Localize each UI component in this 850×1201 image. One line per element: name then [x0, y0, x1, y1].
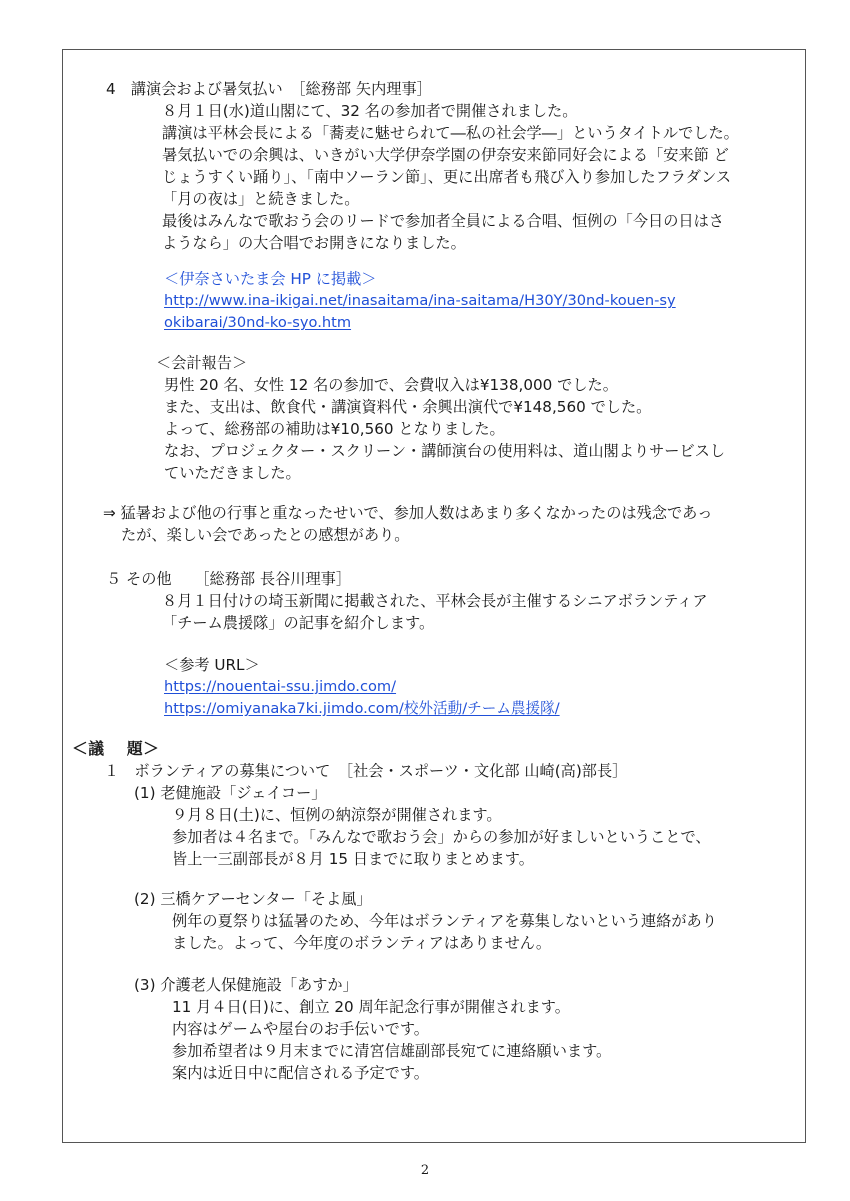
section4-line-6: 最後はみんなで歌おう会のリードで参加者全員による合唱、恒例の「今日の日はさ: [162, 212, 724, 230]
accounting-line-1: 男性 20 名、女性 12 名の参加で、会費収入は¥138,000 でした。: [164, 376, 618, 394]
sub1-line-1: ９月８日(土)に、恒例の納涼祭が開催されます。: [172, 806, 502, 824]
ref-link-2[interactable]: https://omiyanaka7ki.jimdo.com/校外活動/チーム農援隊/: [164, 700, 560, 717]
accounting-line-5: ていただきました。: [164, 464, 301, 482]
section5-line-1: ８月１日付けの埼玉新聞に掲載された、平林会長が主催するシニアボランティア: [162, 592, 708, 610]
section5-line-2: 「チーム農援隊」の記事を紹介します。: [162, 614, 435, 632]
ref-url-label: ＜参考 URL＞: [164, 656, 260, 674]
sub3-line-3: 参加希望者は９月末までに清宮信雄副部長宛てに連絡願います。: [172, 1042, 612, 1060]
accounting-line-2: また、支出は、飲食代・講演資料代・余興出演代で¥148,560 でした。: [164, 398, 652, 416]
section4-heading: 4 講演会および暑気払い ［総務部 矢内理事］: [106, 80, 432, 98]
section4-line-7: ようなら」の大合唱でお開きになりました。: [162, 234, 466, 252]
sub3-line-2: 内容はゲームや屋台のお手伝いです。: [172, 1020, 429, 1038]
hp-link-line1[interactable]: http://www.ina-ikigai.net/inasaitama/ina-saitama/H30Y/30nd-kouen-sy: [164, 292, 676, 309]
comment-line-2: たが、楽しい会であったとの感想があり。: [121, 526, 410, 544]
accounting-line-4: なお、プロジェクター・スクリーン・講師演台の使用料は、道山閣よりサービスし: [164, 442, 726, 460]
accounting-line-3: よって、総務部の補助は¥10,560 となりました。: [164, 420, 505, 438]
section5-heading: ５ その他 ［総務部 長谷川理事］: [106, 570, 352, 588]
sub1-heading: (1) 老健施設「ジェイコー」: [134, 784, 327, 802]
comment-line-1: ⇒ 猛暑および他の行事と重なったせいで、参加人数はあまり多くなかったのは残念であっ: [103, 504, 713, 522]
sub1-line-3: 皆上一三副部長が８月 15 日までに取りまとめます。: [172, 850, 534, 868]
sub2-line-1: 例年の夏祭りは猛暑のため、今年はボランティアを募集しないという連絡があり: [172, 912, 717, 930]
ref-link-1[interactable]: https://nouentai-ssu.jimdo.com/: [164, 678, 397, 695]
hp-link-line2[interactable]: okibarai/30nd-ko-syo.htm: [164, 314, 352, 331]
sub1-line-2: 参加者は４名まで。「みんなで歌おう会」からの参加が好ましいということで、: [172, 828, 711, 846]
section4-line-3: 暑気払いでの余興は、いきがい大学伊奈学園の伊奈安来節同好会による「安来節 ど: [162, 146, 729, 164]
section4-line-5: 「月の夜は」と続きました。: [162, 190, 360, 208]
page-number: 2: [420, 1163, 430, 1178]
sub3-heading: (3) 介護老人保健施設「あすか」: [134, 976, 358, 994]
agenda-item1-heading: １ ボランティアの募集について ［社会・スポーツ・文化部 山崎(高)部長］: [104, 762, 628, 780]
section4-line-4: じょうすくい踊り」、「南中ソーラン節」、更に出席者も飛び入り参加したフラダンス: [162, 168, 732, 186]
sub2-heading: (2) 三橋ケアーセンター「そよ風」: [134, 890, 372, 908]
sub3-line-4: 案内は近日中に配信される予定です。: [172, 1064, 429, 1082]
sub3-line-1: 11 月４日(日)に、創立 20 周年記念行事が開催されます。: [172, 998, 570, 1016]
section4-line-1: ８月１日(水)道山閣にて、32 名の参加者で開催されました。: [162, 102, 578, 120]
accounting-label: ＜会計報告＞: [156, 354, 248, 372]
sub2-line-2: ました。よって、今年度のボランティアはありません。: [172, 934, 552, 952]
hp-label: ＜伊奈さいたま会 HP に掲載＞: [164, 270, 377, 288]
section4-line-2: 講演は平林会長による「蕎麦に魅せられて―私の社会学―」というタイトルでした。: [162, 124, 739, 142]
agenda-title: ＜議 題＞: [72, 739, 160, 758]
